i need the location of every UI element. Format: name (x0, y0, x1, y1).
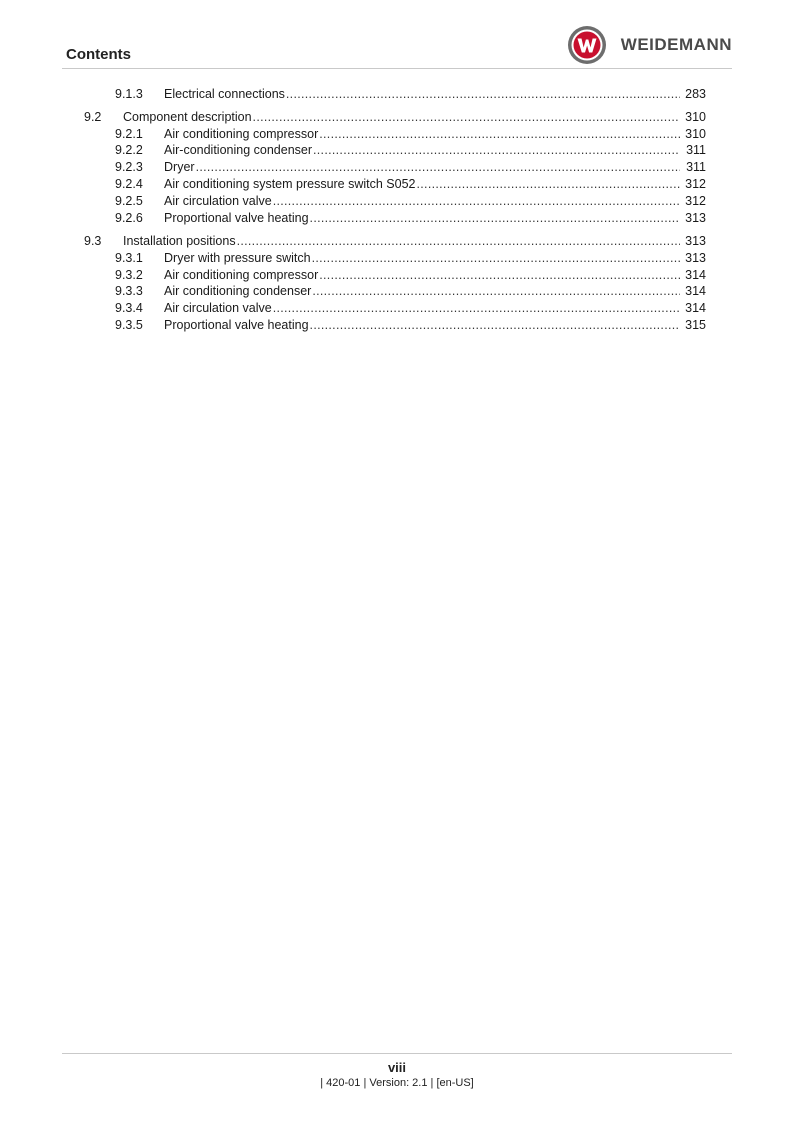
toc-entry[interactable] (84, 142, 706, 159)
toc-entry[interactable] (84, 193, 706, 210)
toc-entry[interactable] (84, 126, 706, 143)
toc-leader-dots (319, 267, 680, 284)
toc-entry-title: Air conditioning system pressure switch S052 (164, 177, 416, 192)
toc-leader-dots (313, 142, 680, 159)
toc-entry-title: Component description (123, 109, 252, 124)
toc-entry-page: 311 (686, 143, 706, 158)
toc-entry-number: 9.2 (84, 109, 102, 124)
toc-entry-title: Dryer with pressure switch (164, 250, 311, 265)
toc-entry-page: 310 (685, 109, 706, 124)
toc-leader-dots (286, 86, 680, 103)
toc-leader-dots (312, 250, 680, 267)
toc-entry-title: Air conditioning compressor (164, 267, 319, 282)
toc-entry-number: 9.2.5 (115, 194, 143, 209)
page-title: Contents (66, 46, 131, 63)
page-header (62, 24, 732, 69)
toc-leader-dots (310, 317, 680, 334)
page-number: viii (387, 1060, 407, 1075)
toc-leader-dots (417, 176, 680, 193)
toc-entry-number: 9.3 (84, 233, 102, 248)
toc-leader-dots (310, 210, 680, 227)
toc-entry-page: 314 (685, 301, 706, 316)
toc-entry-title: Installation positions (123, 233, 236, 248)
toc-leader-dots (273, 193, 680, 210)
toc-entry[interactable] (84, 250, 706, 267)
toc-entry-number: 9.3.2 (115, 267, 143, 282)
toc-entry-number: 9.2.4 (115, 177, 143, 192)
toc-leader-dots (312, 283, 680, 300)
toc-entry-title: Electrical connections (164, 87, 285, 101)
toc-leader-dots (319, 126, 680, 143)
toc-entry-number: 9.3.4 (115, 301, 143, 316)
weidemann-w-logo-icon (567, 25, 607, 65)
table-of-contents (84, 86, 706, 334)
brand-name: WEIDEMANN (620, 35, 732, 54)
toc-entry-number: 9.3.1 (115, 250, 143, 265)
toc-entry[interactable] (84, 176, 706, 193)
toc-entry[interactable] (84, 210, 706, 227)
toc-entry[interactable] (84, 317, 706, 334)
toc-entry[interactable] (84, 233, 706, 250)
toc-entry[interactable] (84, 159, 706, 176)
toc-entry-number: 9.3.5 (115, 318, 143, 333)
toc-entry-number: 9.2.6 (115, 211, 143, 226)
toc-entry-number: 9.2.3 (115, 160, 143, 175)
toc-entry-page: 314 (685, 284, 706, 299)
toc-entry[interactable] (84, 109, 706, 126)
toc-entry-page: 311 (686, 160, 706, 175)
toc-entry-page: 313 (685, 250, 706, 265)
toc-entry-page: 314 (685, 267, 706, 282)
toc-entry-number: 9.3.3 (115, 284, 143, 299)
toc-leader-dots (253, 109, 680, 126)
brand-logo (567, 24, 732, 66)
toc-entry-number: 9.1.3 (115, 87, 143, 101)
toc-entry-title: Air conditioning compressor (164, 126, 319, 141)
toc-entry[interactable] (84, 267, 706, 284)
toc-entry-title: Proportional valve heating (164, 211, 309, 226)
document-version-info: | 420-01 | Version: 2.1 | [en-US] (320, 1077, 474, 1089)
toc-entry-page: 310 (685, 126, 706, 141)
toc-entry-page: 313 (685, 233, 706, 248)
toc-entry-page: 313 (685, 211, 706, 226)
toc-entry[interactable] (84, 283, 706, 300)
toc-entry-page: 312 (685, 177, 706, 192)
toc-entry-title: Air circulation valve (164, 194, 272, 209)
toc-entry-title: Dryer (164, 160, 195, 175)
toc-entry-title: Air-conditioning condenser (164, 143, 313, 158)
toc-entry-page: 312 (685, 194, 706, 209)
toc-entry-title: Air circulation valve (164, 301, 272, 316)
toc-entry-title: Air conditioning condenser (164, 284, 312, 299)
page-footer (62, 1053, 732, 1089)
toc-leader-dots (196, 159, 680, 176)
toc-entry-title: Proportional valve heating (164, 318, 309, 333)
toc-entry-number: 9.2.1 (115, 126, 143, 141)
toc-entry-page: 315 (685, 318, 706, 333)
toc-entry-number: 9.2.2 (115, 143, 143, 158)
toc-entry[interactable] (84, 86, 706, 103)
toc-leader-dots (273, 300, 680, 317)
toc-leader-dots (237, 233, 680, 250)
toc-entry-page: 283 (685, 87, 706, 101)
toc-entry[interactable] (84, 300, 706, 317)
